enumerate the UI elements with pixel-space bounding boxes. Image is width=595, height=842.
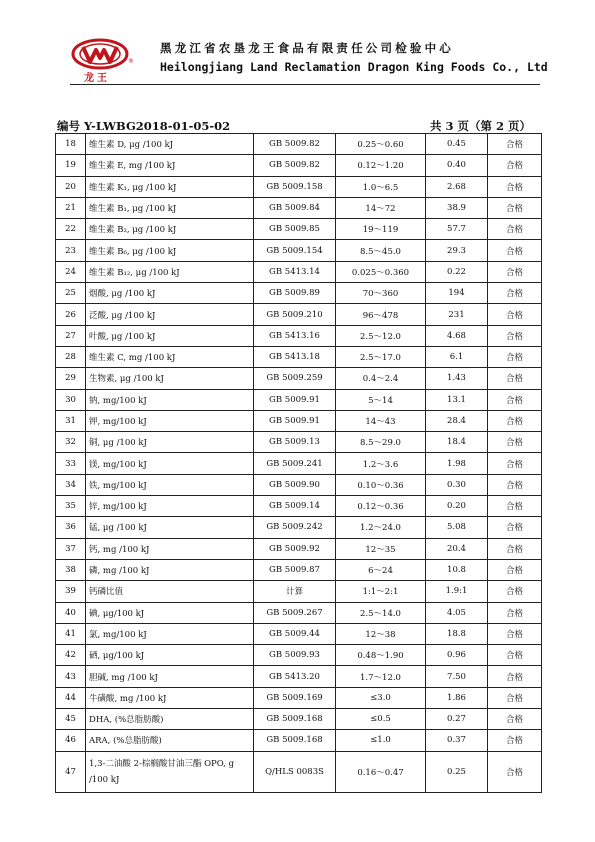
test-result: 28.4 bbox=[426, 410, 488, 431]
test-result: 1.43 bbox=[426, 368, 488, 389]
test-result: 0.20 bbox=[426, 496, 488, 517]
test-method: GB 5009.13 bbox=[254, 432, 336, 453]
verdict: 合格 bbox=[488, 453, 542, 474]
test-item: 铁, mg/100 kJ bbox=[86, 474, 254, 495]
table-row bbox=[56, 346, 542, 367]
row-number: 24 bbox=[56, 261, 86, 282]
header-divider bbox=[70, 84, 540, 85]
row-number: 18 bbox=[56, 134, 86, 155]
test-result: 6.1 bbox=[426, 346, 488, 367]
test-method: GB 5009.85 bbox=[254, 219, 336, 240]
test-result: 0.96 bbox=[426, 645, 488, 666]
test-method: GB 5009.89 bbox=[254, 283, 336, 304]
verdict: 合格 bbox=[488, 261, 542, 282]
test-item: 维生素 B₁₂, μg /100 kJ bbox=[86, 261, 254, 282]
verdict: 合格 bbox=[488, 666, 542, 687]
test-item: 泛酸, μg /100 kJ bbox=[86, 304, 254, 325]
row-number: 43 bbox=[56, 666, 86, 687]
standard-range: 2.5～12.0 bbox=[336, 325, 426, 346]
standard-range: 14～72 bbox=[336, 197, 426, 218]
row-number: 31 bbox=[56, 410, 86, 431]
registered-mark: ® bbox=[128, 58, 134, 65]
verdict: 合格 bbox=[488, 134, 542, 155]
test-method: GB 5009.210 bbox=[254, 304, 336, 325]
table-row bbox=[56, 134, 542, 155]
test-method: GB 5009.241 bbox=[254, 453, 336, 474]
table-row bbox=[56, 325, 542, 346]
table-row bbox=[56, 751, 542, 792]
row-number: 33 bbox=[56, 453, 86, 474]
test-result: 0.25 bbox=[426, 751, 488, 792]
standard-range: 1.2～3.6 bbox=[336, 453, 426, 474]
test-item: 维生素 B₁, μg /100 kJ bbox=[86, 197, 254, 218]
standard-range: 0.025～0.360 bbox=[336, 261, 426, 282]
test-item: 镁, mg/100 kJ bbox=[86, 453, 254, 474]
test-method: GB 5009.82 bbox=[254, 134, 336, 155]
verdict: 合格 bbox=[488, 751, 542, 792]
verdict: 合格 bbox=[488, 623, 542, 644]
standard-range: 8.5～29.0 bbox=[336, 432, 426, 453]
test-item: 1,3-二油酸 2-棕榈酸甘油三酯 OPO, g /100 kJ bbox=[86, 751, 254, 792]
verdict: 合格 bbox=[488, 389, 542, 410]
test-method: GB 5009.93 bbox=[254, 645, 336, 666]
standard-range: ≤0.5 bbox=[336, 709, 426, 730]
standard-range: 0.25～0.60 bbox=[336, 134, 426, 155]
test-item: ARA, (%总脂肪酸) bbox=[86, 730, 254, 751]
standard-range: 70～360 bbox=[336, 283, 426, 304]
test-result: 4.68 bbox=[426, 325, 488, 346]
page-info: 共 3 页（第 2 页） bbox=[430, 119, 532, 133]
table-row bbox=[56, 283, 542, 304]
test-result: 18.4 bbox=[426, 432, 488, 453]
test-result: 20.4 bbox=[426, 538, 488, 559]
logo-text: 龙王 bbox=[84, 73, 110, 84]
test-item: 维生素 B₆, μg /100 kJ bbox=[86, 240, 254, 261]
standard-range: 8.5～45.0 bbox=[336, 240, 426, 261]
test-result: 0.45 bbox=[426, 134, 488, 155]
row-number: 40 bbox=[56, 602, 86, 623]
table-row bbox=[56, 496, 542, 517]
test-method: GB 5009.82 bbox=[254, 155, 336, 176]
test-item: 维生素 C, mg /100 kJ bbox=[86, 346, 254, 367]
row-number: 20 bbox=[56, 176, 86, 197]
table-row bbox=[56, 623, 542, 644]
row-number: 37 bbox=[56, 538, 86, 559]
test-result: 38.9 bbox=[426, 197, 488, 218]
test-method: 计算 bbox=[254, 581, 336, 602]
row-number: 25 bbox=[56, 283, 86, 304]
test-result: 2.68 bbox=[426, 176, 488, 197]
test-item: 维生素 D, μg /100 kJ bbox=[86, 134, 254, 155]
table-row bbox=[56, 432, 542, 453]
test-method: GB 5009.242 bbox=[254, 517, 336, 538]
verdict: 合格 bbox=[488, 155, 542, 176]
standard-range: 0.10～0.36 bbox=[336, 474, 426, 495]
table-row bbox=[56, 709, 542, 730]
test-method: GB 5009.154 bbox=[254, 240, 336, 261]
test-result: 57.7 bbox=[426, 219, 488, 240]
test-item: DHA, (%总脂肪酸) bbox=[86, 709, 254, 730]
test-item: 硒, μg/100 kJ bbox=[86, 645, 254, 666]
standard-range: ≤3.0 bbox=[336, 687, 426, 708]
table-row bbox=[56, 645, 542, 666]
verdict: 合格 bbox=[488, 730, 542, 751]
test-method: GB 5413.14 bbox=[254, 261, 336, 282]
row-number: 39 bbox=[56, 581, 86, 602]
test-item: 氯, mg/100 kJ bbox=[86, 623, 254, 644]
verdict: 合格 bbox=[488, 219, 542, 240]
standard-range: 1:1～2:1 bbox=[336, 581, 426, 602]
table-row bbox=[56, 410, 542, 431]
row-number: 42 bbox=[56, 645, 86, 666]
table-row bbox=[56, 368, 542, 389]
verdict: 合格 bbox=[488, 368, 542, 389]
verdict: 合格 bbox=[488, 709, 542, 730]
standard-range: 5～14 bbox=[336, 389, 426, 410]
table-row bbox=[56, 517, 542, 538]
standard-range: 0.48～1.90 bbox=[336, 645, 426, 666]
test-method: GB 5009.84 bbox=[254, 197, 336, 218]
standard-range: 1.2～24.0 bbox=[336, 517, 426, 538]
table-row bbox=[56, 197, 542, 218]
test-method: GB 5009.168 bbox=[254, 709, 336, 730]
test-method: GB 5009.169 bbox=[254, 687, 336, 708]
test-item: 胆碱, mg /100 kJ bbox=[86, 666, 254, 687]
company-name-cn: 黑龙江省农垦龙王食品有限责任公司检验中心 bbox=[160, 41, 454, 55]
test-item: 铜, μg /100 kJ bbox=[86, 432, 254, 453]
row-number: 26 bbox=[56, 304, 86, 325]
test-item: 维生素 E, mg /100 kJ bbox=[86, 155, 254, 176]
table-row bbox=[56, 538, 542, 559]
standard-range: 0.12～0.36 bbox=[336, 496, 426, 517]
table-row bbox=[56, 453, 542, 474]
standard-range: 0.12～1.20 bbox=[336, 155, 426, 176]
test-method: GB 5413.16 bbox=[254, 325, 336, 346]
table-row bbox=[56, 155, 542, 176]
test-item: 维生素 K₁, μg /100 kJ bbox=[86, 176, 254, 197]
test-result: 1.86 bbox=[426, 687, 488, 708]
verdict: 合格 bbox=[488, 410, 542, 431]
standard-range: 2.5～17.0 bbox=[336, 346, 426, 367]
test-result: 13.1 bbox=[426, 389, 488, 410]
test-result: 0.40 bbox=[426, 155, 488, 176]
test-item: 钙磷比值 bbox=[86, 581, 254, 602]
row-number: 29 bbox=[56, 368, 86, 389]
test-method: GB 5009.44 bbox=[254, 623, 336, 644]
table-row bbox=[56, 389, 542, 410]
test-method: GB 5009.87 bbox=[254, 559, 336, 580]
test-item: 钠, mg/100 kJ bbox=[86, 389, 254, 410]
verdict: 合格 bbox=[488, 559, 542, 580]
verdict: 合格 bbox=[488, 602, 542, 623]
test-result: 7.50 bbox=[426, 666, 488, 687]
row-number: 19 bbox=[56, 155, 86, 176]
verdict: 合格 bbox=[488, 538, 542, 559]
test-result: 0.37 bbox=[426, 730, 488, 751]
verdict: 合格 bbox=[488, 304, 542, 325]
verdict: 合格 bbox=[488, 474, 542, 495]
row-number: 36 bbox=[56, 517, 86, 538]
test-item: 烟酸, μg /100 kJ bbox=[86, 283, 254, 304]
standard-range: 1.7～12.0 bbox=[336, 666, 426, 687]
test-result: 4.05 bbox=[426, 602, 488, 623]
test-item: 锌, mg/100 kJ bbox=[86, 496, 254, 517]
test-item: 钙, mg /100 kJ bbox=[86, 538, 254, 559]
test-method: GB 5413.20 bbox=[254, 666, 336, 687]
verdict: 合格 bbox=[488, 687, 542, 708]
standard-range: 2.5～14.0 bbox=[336, 602, 426, 623]
row-number: 27 bbox=[56, 325, 86, 346]
test-result: 1.9:1 bbox=[426, 581, 488, 602]
verdict: 合格 bbox=[488, 197, 542, 218]
test-item: 碘, μg/100 kJ bbox=[86, 602, 254, 623]
verdict: 合格 bbox=[488, 325, 542, 346]
verdict: 合格 bbox=[488, 432, 542, 453]
table-row bbox=[56, 240, 542, 261]
row-number: 32 bbox=[56, 432, 86, 453]
test-result: 10.8 bbox=[426, 559, 488, 580]
table-row bbox=[56, 261, 542, 282]
test-item: 锰, μg /100 kJ bbox=[86, 517, 254, 538]
test-result: 194 bbox=[426, 283, 488, 304]
test-item: 钾, mg/100 kJ bbox=[86, 410, 254, 431]
test-item: 牛磺酸, mg /100 kJ bbox=[86, 687, 254, 708]
test-method: GB 5009.267 bbox=[254, 602, 336, 623]
company-logo bbox=[70, 38, 134, 84]
letterhead bbox=[70, 38, 548, 84]
standard-range: 96～478 bbox=[336, 304, 426, 325]
row-number: 21 bbox=[56, 197, 86, 218]
standard-range: ≤1.0 bbox=[336, 730, 426, 751]
standard-range: 14～43 bbox=[336, 410, 426, 431]
row-number: 44 bbox=[56, 687, 86, 708]
company-name-en: Heilongjiang Land Reclamation Dragon King Foods Co., Ltd bbox=[160, 60, 548, 74]
verdict: 合格 bbox=[488, 645, 542, 666]
test-results-table bbox=[55, 133, 542, 793]
test-method: Q/HLS 0083S bbox=[254, 751, 336, 792]
test-item: 磷, mg /100 kJ bbox=[86, 559, 254, 580]
table-row bbox=[56, 730, 542, 751]
test-result: 1.98 bbox=[426, 453, 488, 474]
row-number: 28 bbox=[56, 346, 86, 367]
row-number: 46 bbox=[56, 730, 86, 751]
row-number: 34 bbox=[56, 474, 86, 495]
table-row bbox=[56, 666, 542, 687]
table-row bbox=[56, 304, 542, 325]
row-number: 45 bbox=[56, 709, 86, 730]
test-method: GB 5413.18 bbox=[254, 346, 336, 367]
test-result: 0.22 bbox=[426, 261, 488, 282]
test-method: GB 5009.158 bbox=[254, 176, 336, 197]
test-method: GB 5009.168 bbox=[254, 730, 336, 751]
standard-range: 0.16～0.47 bbox=[336, 751, 426, 792]
test-item: 叶酸, μg /100 kJ bbox=[86, 325, 254, 346]
standard-range: 6～24 bbox=[336, 559, 426, 580]
test-item: 维生素 B₂, μg /100 kJ bbox=[86, 219, 254, 240]
test-result: 5.08 bbox=[426, 517, 488, 538]
test-method: GB 5009.90 bbox=[254, 474, 336, 495]
standard-range: 1.0～6.5 bbox=[336, 176, 426, 197]
test-method: GB 5009.14 bbox=[254, 496, 336, 517]
row-number: 47 bbox=[56, 751, 86, 792]
row-number: 22 bbox=[56, 219, 86, 240]
table-row bbox=[56, 219, 542, 240]
table-row bbox=[56, 176, 542, 197]
standard-range: 12～35 bbox=[336, 538, 426, 559]
test-method: GB 5009.92 bbox=[254, 538, 336, 559]
document-number: 编号 Y-LWBG2018-01-05-02 bbox=[57, 119, 231, 133]
verdict: 合格 bbox=[488, 176, 542, 197]
test-method: GB 5009.259 bbox=[254, 368, 336, 389]
logo-emblem-icon bbox=[70, 38, 130, 70]
verdict: 合格 bbox=[488, 240, 542, 261]
table-row bbox=[56, 559, 542, 580]
row-number: 35 bbox=[56, 496, 86, 517]
verdict: 合格 bbox=[488, 346, 542, 367]
row-number: 38 bbox=[56, 559, 86, 580]
table-row bbox=[56, 581, 542, 602]
table-row bbox=[56, 687, 542, 708]
row-number: 30 bbox=[56, 389, 86, 410]
test-result: 29.3 bbox=[426, 240, 488, 261]
standard-range: 19～119 bbox=[336, 219, 426, 240]
test-result: 0.30 bbox=[426, 474, 488, 495]
verdict: 合格 bbox=[488, 283, 542, 304]
table-row bbox=[56, 602, 542, 623]
test-result: 231 bbox=[426, 304, 488, 325]
test-item: 生物素, μg /100 kJ bbox=[86, 368, 254, 389]
test-method: GB 5009.91 bbox=[254, 410, 336, 431]
standard-range: 12～38 bbox=[336, 623, 426, 644]
verdict: 合格 bbox=[488, 581, 542, 602]
test-result: 0.27 bbox=[426, 709, 488, 730]
standard-range: 0.4～2.4 bbox=[336, 368, 426, 389]
test-method: GB 5009.91 bbox=[254, 389, 336, 410]
row-number: 41 bbox=[56, 623, 86, 644]
verdict: 合格 bbox=[488, 517, 542, 538]
verdict: 合格 bbox=[488, 496, 542, 517]
row-number: 23 bbox=[56, 240, 86, 261]
table-row bbox=[56, 474, 542, 495]
test-result: 18.8 bbox=[426, 623, 488, 644]
